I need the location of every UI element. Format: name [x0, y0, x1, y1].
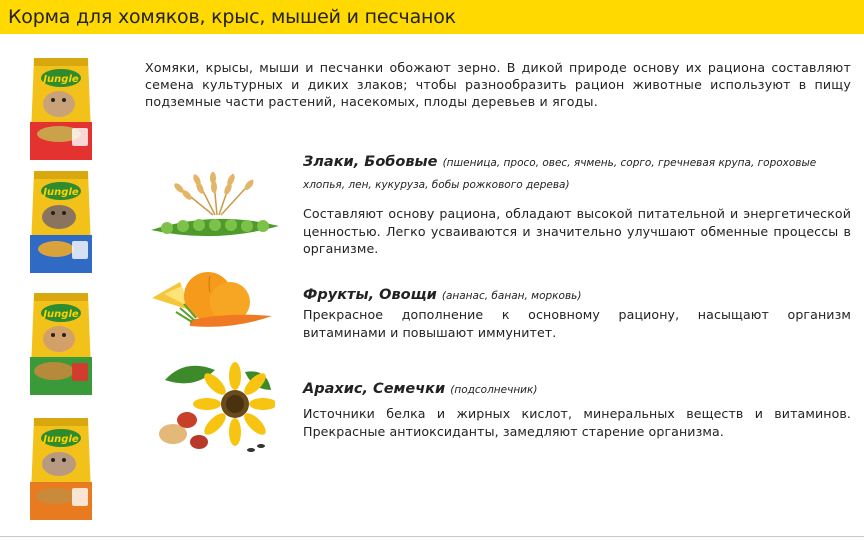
- svg-text:Jungle: Jungle: [43, 187, 79, 198]
- hamster-food-pack-icon: [26, 52, 96, 164]
- section-text: Составляют основу рациона, обладают высокой питательной и энергетической ценностью. Легко усваиваются и значительно улучшают обменные процессы в организме.: [303, 206, 851, 256]
- product-pack-1: [26, 52, 96, 164]
- section-title-text: Арахис, Семечки: [303, 381, 446, 397]
- svg-text:Jungle: Jungle: [43, 309, 79, 320]
- section-title-text: Фрукты, Овощи: [303, 287, 437, 303]
- section-note: (подсолнечник): [450, 384, 538, 396]
- section-nuts-seeds: [303, 378, 851, 440]
- intro-text: Хомяки, крысы, мыши и песчанки обожают зерно. В дикой природе основу их рациона составляют семена культурных и диких злаков; чтобы разнообразить рацион животные используют в пищу подземные части растений, насекомых, плоды деревьев и ягоды.: [145, 60, 851, 109]
- svg-text:Jungle: Jungle: [43, 74, 79, 85]
- section-text: Источники белка и жирных кислот, минеральных веществ и витаминов. Прекрасные антиоксиданты, замедляют старение организма.: [303, 406, 851, 439]
- section-note: (ананас, банан, морковь): [441, 290, 582, 302]
- title-bar: [0, 0, 864, 34]
- wheat-and-peas-icon: [145, 170, 285, 252]
- section-title: [303, 284, 851, 306]
- section-fruits: [303, 284, 851, 341]
- rat-food-pack-icon: [26, 165, 96, 277]
- peanut-sunflower-icon: [155, 360, 275, 456]
- product-pack-3: [26, 287, 96, 399]
- mouse-food-pack-icon: [26, 412, 96, 524]
- section-note: (пшеница, просо, овес, ячмень, сорго, гречневая крупа, гороховые хлопья, лен, кукуруза, бобы рожкового дерева): [303, 157, 817, 191]
- section-text: Прекрасное дополнение к основному рациону, насыщают организм витаминами и повышают иммунитет.: [303, 307, 851, 340]
- svg-text:Jungle: Jungle: [43, 434, 79, 445]
- section-title: [303, 378, 851, 400]
- section-title: [303, 151, 851, 195]
- section-title-text: Злаки, Бобовые: [303, 154, 438, 170]
- section-grains: [303, 151, 851, 258]
- bottom-divider: [0, 536, 864, 537]
- hamster-food-pack-icon: [26, 287, 96, 399]
- product-pack-2: [26, 165, 96, 277]
- fruits-vegetables-icon: [150, 268, 275, 334]
- product-pack-4: [26, 412, 96, 524]
- page-title: Корма для хомяков, крыс, мышей и песчанок: [8, 6, 456, 28]
